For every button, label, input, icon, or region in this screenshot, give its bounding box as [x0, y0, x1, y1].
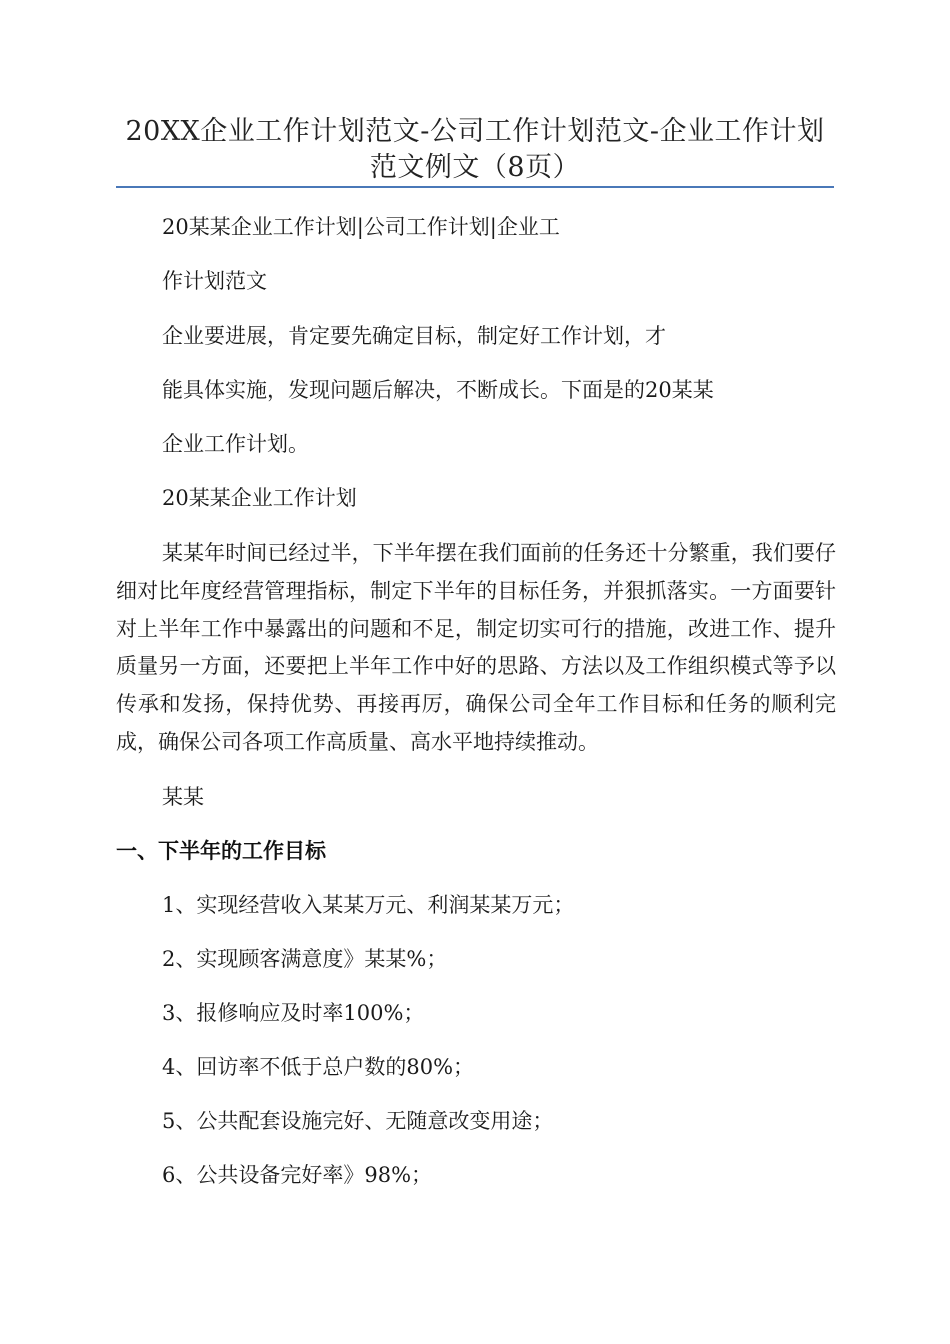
goal-item: 4、回访率不低于总户数的80%； — [162, 1055, 475, 1079]
intro-line: 企业工作计划。 — [162, 432, 309, 456]
intro-line: 能具体实施，发现问题后解决，不断成长。下面是的20某某 — [162, 378, 714, 402]
goal-item: 1、实现经营收入某某万元、利润某某万元； — [162, 893, 575, 917]
intro-line: 20某某企业工作计划|公司工作计划|企业工 — [162, 215, 560, 239]
intro-line: 20某某企业工作计划 — [162, 486, 357, 510]
intro-line: 作计划范文 — [162, 269, 267, 293]
goal-item: 6、公共设备完好率》98%； — [162, 1163, 433, 1187]
body-paragraph: 某某年时间已经过半，下半年摆在我们面前的任务还十分繁重，我们要仔细对比年度经营管理指标，制定下半年的目标任务，并狠抓落实。一方面要针对上半年工作中暴露出的问题和不足，制定切实可行的措施，改进工作、提升质量另一方面，还要把上半年工作中好的思路、方法以及工作组织模式等予以传承和发扬，保持优势、再接再厉，确保公司全年工作目标和任务的顺利完成，确保公司各项工作高质量、高水平地持续推动。 — [116, 541, 836, 754]
section-heading: 一、下半年的工作目标 — [116, 838, 326, 863]
document-title: 20XX企业工作计划范文-公司工作计划范文-企业工作计划范文例文（8页） — [125, 116, 825, 183]
signature-line: 某某 — [162, 785, 204, 809]
intro-line: 企业要进展，肯定要先确定目标，制定好工作计划，才 — [162, 324, 666, 348]
title-underline — [116, 186, 834, 188]
goal-item: 5、公共配套设施完好、无随意改变用途； — [162, 1109, 554, 1133]
goal-item: 2、实现顾客满意度》某某%； — [162, 947, 448, 971]
goal-item: 3、报修响应及时率100%； — [162, 1001, 425, 1025]
